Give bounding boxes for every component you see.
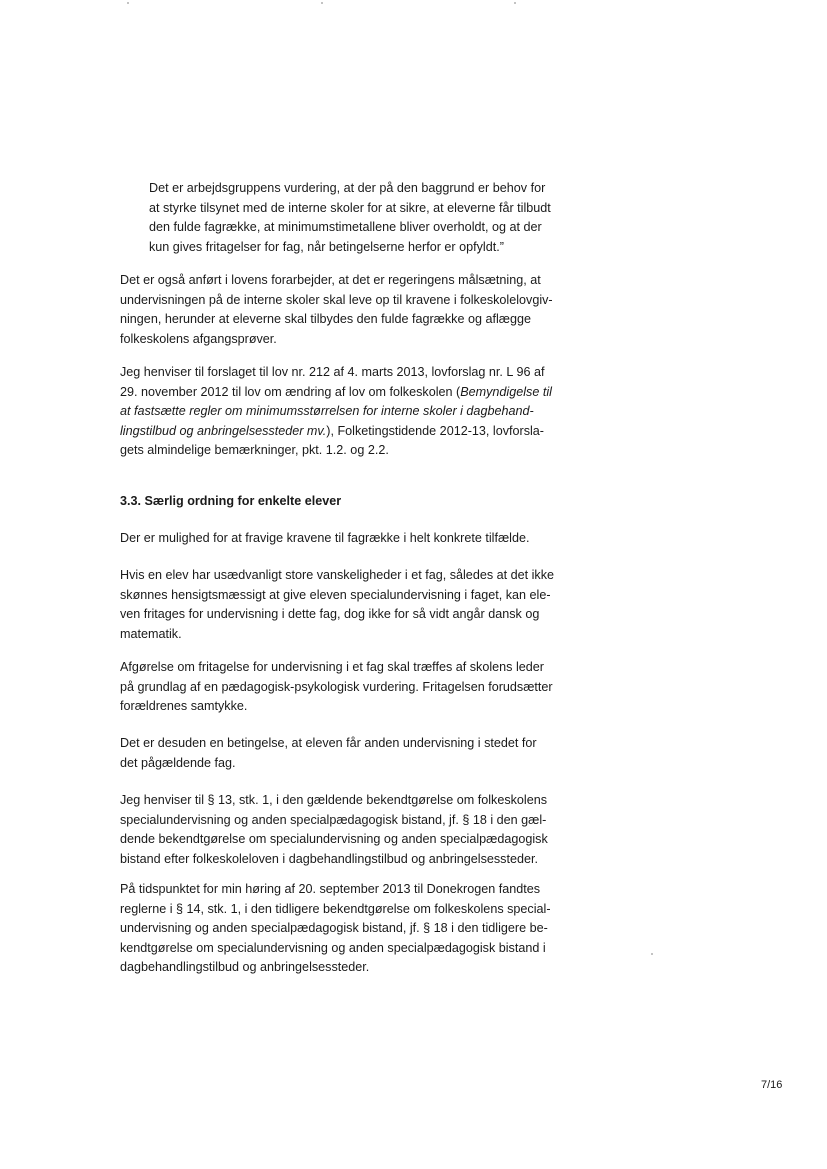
paragraph-line: bistand efter folkeskoleloven i dagbehandlingstilbud og anbringelsessteder. xyxy=(120,851,538,866)
paragraph-previous-regulation xyxy=(120,880,600,978)
paragraph-line: reglerne i § 14, stk. 1, i den tidligere bekendtgørelse om folkeskolens special- xyxy=(120,901,551,916)
paragraph-current-regulation xyxy=(120,791,600,869)
paragraph-line: specialundervisning og anden specialpædagogisk bistand, jf. § 18 i den gæl- xyxy=(120,812,547,827)
text-fragment: 29. november 2012 til lov om ændring af lov om folkeskolen ( xyxy=(120,384,461,399)
paragraph-line: på grundlag af en pædagogisk-psykologisk vurdering. Fritagelsen forudsætter xyxy=(120,679,553,694)
scan-speck xyxy=(127,2,129,4)
paragraph-line: ven fritages for undervisning i dette fag, dog ikke for så vidt angår dansk og xyxy=(120,607,540,621)
scan-speck xyxy=(514,2,516,4)
paragraph-condition xyxy=(120,734,600,773)
paragraph-line: Der er mulighed for at fravige kravene til fagrække i helt konkrete tilfælde. xyxy=(120,531,530,545)
paragraph-line: matematik. xyxy=(120,626,182,641)
paragraph-line: Det er desuden en betingelse, at eleven får anden undervisning i stedet for xyxy=(120,736,537,750)
paragraph-line: ningen, herunder at eleverne skal tilbydes den fulde fagrække og aflægge xyxy=(120,312,531,326)
scan-speck xyxy=(321,2,323,4)
block-quote xyxy=(149,179,601,257)
paragraph-line: gets almindelige bemærkninger, pkt. 1.2. og 2.2. xyxy=(120,443,389,457)
paragraph-line: Jeg henviser til § 13, stk. 1, i den gældende bekendtgørelse om folkeskolens xyxy=(120,793,548,807)
quote-line: kun gives fritagelser for fag, når betingelserne herfor er opfyldt.” xyxy=(149,239,504,254)
paragraph-line: dagbehandlingstilbud og anbringelsessteder. xyxy=(120,960,370,974)
paragraph-line: folkeskolens afgangsprøver. xyxy=(120,331,277,346)
paragraph-bill-reference xyxy=(120,363,600,461)
paragraph-line: Hvis en elev har usædvanligt store vanskeligheder i et fag, således at det ikke xyxy=(120,568,555,582)
italic-bill-title: Bemyndigelse til xyxy=(460,384,552,399)
paragraph-decision xyxy=(120,658,600,717)
paragraph-line: Jeg henviser til forslaget til lov nr. 212 af 4. marts 2013, lovforslag nr. L 96 af xyxy=(120,365,545,379)
paragraph-line: undervisningen på de interne skoler skal leve op til kravene i folkeskolelovgiv- xyxy=(120,292,553,307)
paragraph-exception xyxy=(120,529,600,549)
italic-bill-title: at fastsætte regler om minimumsstørrelsen for interne skoler i dagbehand- xyxy=(120,404,534,418)
paragraph-exemption-conditions xyxy=(120,566,600,644)
paragraph-line: skønnes hensigtsmæssigt at give eleven specialundervisning i faget, kan ele- xyxy=(120,587,551,602)
paragraph-line: dende bekendtgørelse om specialundervisning og anden specialpædagogisk xyxy=(120,832,548,846)
quote-line: den fulde fagrække, at minimumstimetallene bliver overholdt, og at der xyxy=(149,220,542,234)
quote-line: at styrke tilsynet med de interne skoler for at sikre, at eleverne får tilbudt xyxy=(149,200,551,215)
section-heading: 3.3. Særlig ordning for enkelte elever xyxy=(120,494,342,508)
page-number: 7/16 xyxy=(761,1079,783,1091)
paragraph-legislative-intent xyxy=(120,271,600,349)
italic-bill-title: lingstilbud og anbringelsessteder mv. xyxy=(120,423,327,438)
paragraph-line: kendtgørelse om specialundervisning og anden specialpædagogisk bistand i xyxy=(120,940,546,955)
paragraph-line: Afgørelse om fritagelse for undervisning i et fag skal træffes af skolens leder xyxy=(120,660,544,674)
scan-speck xyxy=(651,953,653,955)
paragraph-line: På tidspunktet for min høring af 20. september 2013 til Donekrogen fandtes xyxy=(120,882,541,896)
text-fragment: ), Folketingstidende 2012-13, lovforsla- xyxy=(326,423,544,438)
paragraph-line xyxy=(120,383,600,403)
paragraph-line: undervisning og anden specialpædagogisk bistand, jf. § 18 i den tidligere be- xyxy=(120,921,548,935)
paragraph-line: Det er også anført i lovens forarbejder, at det er regeringens målsætning, at xyxy=(120,273,541,287)
paragraph-line xyxy=(120,422,600,442)
quote-line: Det er arbejdsgruppens vurdering, at der på den baggrund er behov for xyxy=(149,181,546,195)
paragraph-line: forældrenes samtykke. xyxy=(120,699,248,713)
paragraph-line xyxy=(120,402,600,422)
paragraph-line: det pågældende fag. xyxy=(120,755,236,770)
